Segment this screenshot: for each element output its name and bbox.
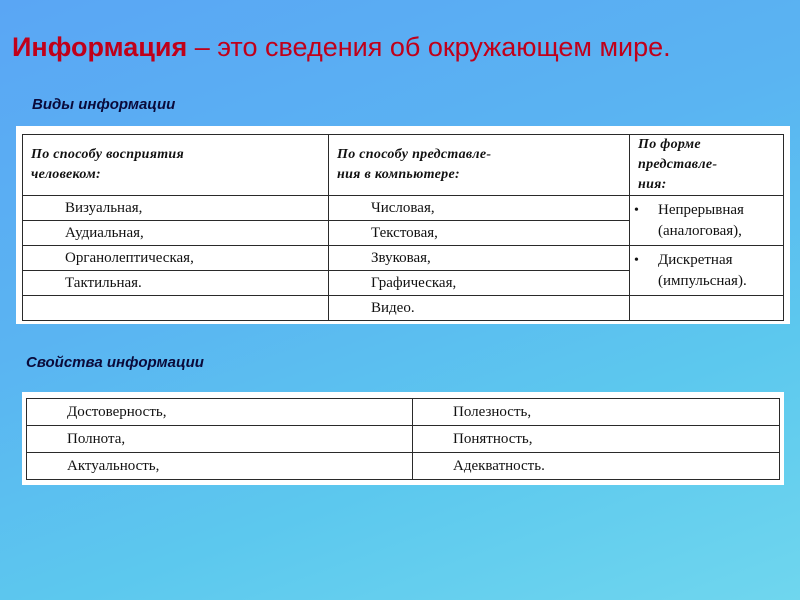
table-cell: Визуальная, bbox=[23, 196, 329, 221]
form-continuous-cell bbox=[630, 196, 784, 246]
table-cell-empty bbox=[630, 296, 784, 321]
properties-table-panel bbox=[22, 392, 784, 485]
bullet-icon: • bbox=[634, 253, 639, 268]
form-continuous-line1: Непрерывная bbox=[658, 201, 744, 218]
header-form-line1: По форме представле- bbox=[638, 137, 718, 172]
header-perception bbox=[23, 135, 329, 196]
header-perception-line1: По способу восприятия bbox=[31, 147, 185, 162]
header-form bbox=[630, 135, 784, 196]
table-row bbox=[23, 246, 784, 271]
table-cell: Видео. bbox=[329, 296, 630, 321]
types-table-panel bbox=[16, 126, 790, 324]
header-form-line2: ния: bbox=[638, 177, 667, 192]
table-header-row bbox=[23, 135, 784, 196]
table-cell: Текстовая, bbox=[329, 221, 630, 246]
header-computer-line1: По способу представле- bbox=[337, 147, 492, 162]
table-row bbox=[27, 453, 780, 480]
table-cell: Тактильная. bbox=[23, 271, 329, 296]
table-row bbox=[27, 399, 780, 426]
properties-heading: Свойства информации bbox=[26, 354, 204, 371]
table-cell: Актуальность, bbox=[27, 453, 413, 480]
table-cell: Полезность, bbox=[413, 399, 780, 426]
form-discrete-line2: (импульсная). bbox=[658, 272, 747, 289]
header-perception-line2: человеком: bbox=[31, 167, 101, 182]
header-computer-line2: ния в компьютере: bbox=[337, 167, 460, 182]
table-cell: Понятность, bbox=[413, 426, 780, 453]
header-computer bbox=[329, 135, 630, 196]
bullet-icon: • bbox=[634, 203, 639, 218]
form-discrete-cell bbox=[630, 246, 784, 296]
table-cell: Графическая, bbox=[329, 271, 630, 296]
title-definition: – это сведения об окружающем мире. bbox=[187, 32, 671, 62]
form-discrete-line1: Дискретная bbox=[658, 251, 733, 268]
table-cell: Звуковая, bbox=[329, 246, 630, 271]
table-row bbox=[27, 426, 780, 453]
table-cell bbox=[23, 296, 329, 321]
types-heading: Виды информации bbox=[32, 96, 176, 113]
properties-table bbox=[26, 398, 780, 480]
table-cell: Числовая, bbox=[329, 196, 630, 221]
table-row bbox=[23, 296, 784, 321]
title-term: Информация bbox=[12, 32, 188, 62]
types-table bbox=[22, 134, 784, 321]
table-row bbox=[23, 196, 784, 221]
table-cell: Адекватность. bbox=[413, 453, 780, 480]
table-cell: Аудиальная, bbox=[23, 221, 329, 246]
table-cell: Достоверность, bbox=[27, 399, 413, 426]
table-cell: Органолептическая, bbox=[23, 246, 329, 271]
table-cell: Полнота, bbox=[27, 426, 413, 453]
form-continuous-line2: (аналоговая), bbox=[658, 222, 742, 239]
slide-title bbox=[12, 32, 671, 63]
